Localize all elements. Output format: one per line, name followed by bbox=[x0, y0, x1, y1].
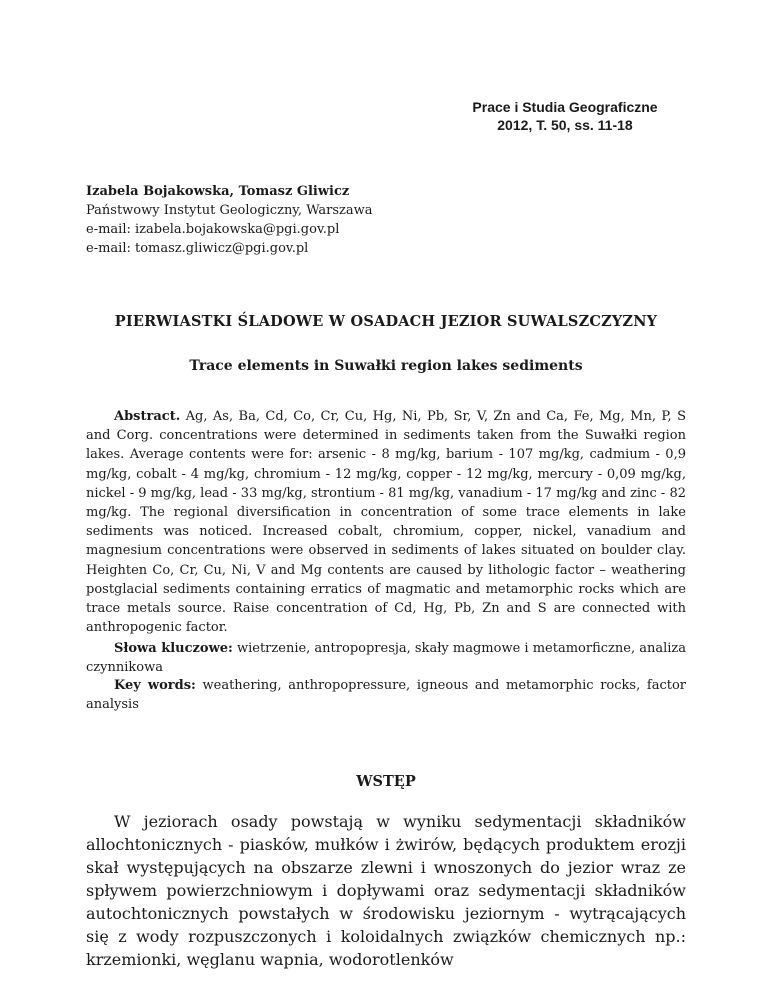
introduction bbox=[86, 810, 686, 971]
keywords-english bbox=[86, 677, 686, 714]
author-block bbox=[86, 182, 686, 258]
author-email-1: e-mail: izabela.bojakowska@pgi.gov.pl bbox=[86, 222, 340, 237]
intro-paragraph: W jeziorach osady powstają w wyniku sedymentacji składników allochtonicznych - piasków, mułków i żwirów, będących produktem erozji skał występujących na obszarze zlewni i wnoszonych do jezior wraz ze spływem powierzchniowym i dopływami oraz sedymentacji składników autochtonicznych powstałych w środowisku jeziornym - wytrącających się z wody rozpuszczonych i koloidalnych związków chemicznych np.: krzemionki, węglanu wapnia, wodorotlenków bbox=[86, 812, 686, 969]
journal-name: Prace i Studia Geograficzne bbox=[472, 99, 658, 115]
journal-citation bbox=[440, 98, 690, 134]
journal-issue: 2012, T. 50, ss. 11-18 bbox=[497, 117, 633, 133]
keywords-block bbox=[86, 640, 686, 714]
keywords-english-label: Key words: bbox=[114, 678, 196, 693]
abstract-text: Ag, As, Ba, Cd, Co, Cr, Cu, Hg, Ni, Pb, Sr, V, Zn and Ca, Fe, Mg, Mn, P, S and Corg. concentrations were determined in sediments taken from the Suwałki region lakes. Average contents were for: arsenic - 8 mg/kg, barium - 107 mg/kg, cadmium - 0,9 mg/kg, cobalt - 4 mg/kg, chromium - 12 mg/kg, copper - 12 mg/kg, mercury - 0,09 mg/kg, nickel - 9 mg/kg, lead - 33 mg/kg, strontium - 81 mg/kg, vanadium - 17 mg/kg and zinc - 82 mg/kg. The regional diversification in concentration of some trace elements in lake sediments was noticed. Increased cobalt, chromium, copper, nickel, vanadium and magnesium concentrations were observed in sediments of lakes situated on boulder clay. Heighten Co, Cr, Cu, Ni, V and Mg contents are caused by lithologic factor – weathering postglacial sediments containing erratics of magmatic and metamorphic rocks which are trace metals source. Raise concentration of Cd, Hg, Pb, Zn and S are connected with anthropogenic factor. bbox=[86, 409, 686, 636]
author-institution: Państwowy Instytut Geologiczny, Warszawa bbox=[86, 203, 373, 218]
keywords-polish-label: Słowa kluczowe: bbox=[114, 641, 233, 656]
keywords-polish bbox=[86, 640, 686, 677]
section-heading: WSTĘP bbox=[356, 773, 416, 790]
abstract-paragraph bbox=[86, 407, 686, 637]
abstract-label: Abstract. bbox=[114, 409, 181, 424]
paper-title-english: Trace elements in Suwałki region lakes sediments bbox=[189, 358, 583, 374]
author-email-2: e-mail: tomasz.gliwicz@pgi.gov.pl bbox=[86, 241, 309, 256]
paper-title-polish: PIERWIASTKI ŚLADOWE W OSADACH JEZIOR SUWALSZCZYZNY bbox=[114, 313, 658, 330]
author-names: Izabela Bojakowska, Tomasz Gliwicz bbox=[86, 184, 350, 199]
keywords-english-text: weathering, anthropopressure, igneous and metamorphic rocks, factor analysis bbox=[86, 678, 686, 712]
keywords-polish-text: wietrzenie, antropopresja, skały magmowe i metamorficzne, analiza czynnikowa bbox=[86, 641, 686, 675]
abstract bbox=[86, 407, 686, 637]
